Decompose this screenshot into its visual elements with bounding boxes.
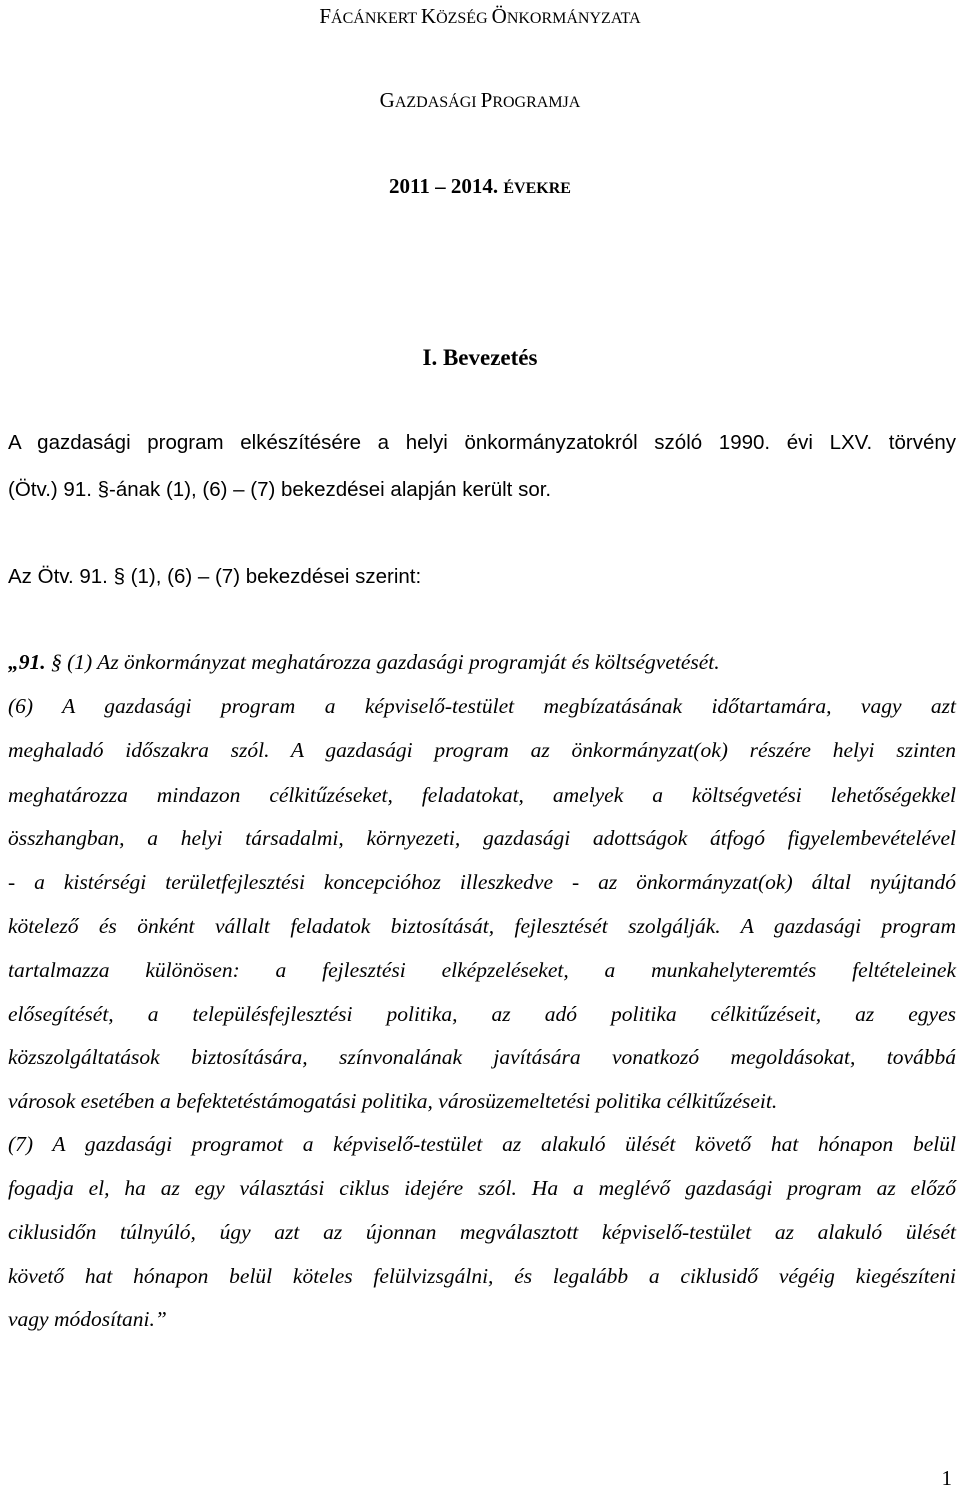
program-years xyxy=(0,174,960,199)
quote-line-1 xyxy=(8,648,956,676)
quote-line-2: (6) A gazdasági program a képviselő-testület megbízatásának időtartamára, vagy azt xyxy=(8,694,956,718)
org-title-part: NKORMÁNYZATA xyxy=(506,10,641,27)
org-title-part: ÁCÁNKERT xyxy=(331,10,421,27)
quote-line-8: tartalmazza különösen: a fejlesztési elképzeléseket, a munkahelyteremtés feltételeinek xyxy=(8,958,956,982)
org-title-part: K xyxy=(420,4,437,28)
intro-line-1: A gazdasági program elkészítésére a helyi önkormányzatokról szóló 1990. évi LXV. törvény xyxy=(8,431,956,454)
quote-line-11: városok esetében a befektetéstámogatási politika, városüzemeltetési politika célkitűzéseit. xyxy=(8,1089,778,1113)
quote-lead: „91. xyxy=(8,650,46,674)
quote-line-15: követő hat hónapon belül köteles felülvizsgálni, és legalább a ciklusidő végéig kiegészíteni xyxy=(8,1264,956,1288)
section-heading: I. Bevezetés xyxy=(422,345,538,370)
page-number: 1 xyxy=(941,1466,952,1490)
program-title-part: ROGRAMJA xyxy=(492,94,581,111)
years-range: 2011 – 2014. xyxy=(389,174,499,198)
quote-line-13: fogadja el, ha az egy választási ciklus idejére szól. Ha a meglévő gazdasági program az előző xyxy=(8,1176,956,1200)
years-suffix: ÉVEKRE xyxy=(503,180,571,197)
program-title-part: G xyxy=(379,88,395,112)
org-title-part: Ö xyxy=(491,4,507,28)
quote-line-5: összhangban, a helyi társadalmi, környezeti, gazdasági adottságok átfogó figyelembevételével xyxy=(8,826,956,850)
program-title-part: P xyxy=(480,88,493,112)
quote-line-14: ciklusidőn túlnyúló, úgy azt az újonnan megválasztott képviselő-testület az alakuló ülését xyxy=(8,1220,956,1244)
quote-line-6: - a kistérségi területfejlesztési koncepcióhoz illeszkedve - az önkormányzat(ok) által nyújtandó xyxy=(8,870,956,894)
org-title-part: ÖZSÉG xyxy=(436,10,492,27)
intro-line-3: Az Ötv. 91. § (1), (6) – (7) bekezdései szerint: xyxy=(8,565,422,588)
program-title xyxy=(0,88,960,113)
quote-line-16: vagy módosítani.” xyxy=(8,1307,167,1331)
quote-line-12: (7) A gazdasági programot a képviselő-testület az alakuló ülését követő hat hónapon belül xyxy=(8,1132,956,1156)
quote-line-9: elősegítését, a településfejlesztési politika, az adó politika célkitűzéseit, az egyes xyxy=(8,1002,956,1026)
organization-title xyxy=(0,4,960,29)
quote-line-4: meghatározza mindazon célkitűzéseket, feladatokat, amelyek a költségvetési lehetőségekkel xyxy=(8,783,956,807)
intro-line-2: (Ötv.) 91. §-ának (1), (6) – (7) bekezdései alapján került sor. xyxy=(8,478,552,501)
quote-line-3: meghaladó időszakra szól. A gazdasági program az önkormányzat(ok) részére helyi szinten xyxy=(8,738,956,762)
quote-line-1-text: § (1) Az önkormányzat meghatározza gazdasági programját és költségvetését. xyxy=(45,650,720,674)
org-title-part: F xyxy=(319,4,332,28)
program-title-part: AZDASÁGI xyxy=(394,94,481,111)
quote-line-10: közszolgáltatások biztosítására, színvonalának javítására vonatkozó megoldásokat, továbbá xyxy=(8,1045,956,1069)
quote-line-7: kötelező és önként vállalt feladatok biztosítását, fejlesztését szolgálják. A gazdasági program xyxy=(8,914,956,938)
